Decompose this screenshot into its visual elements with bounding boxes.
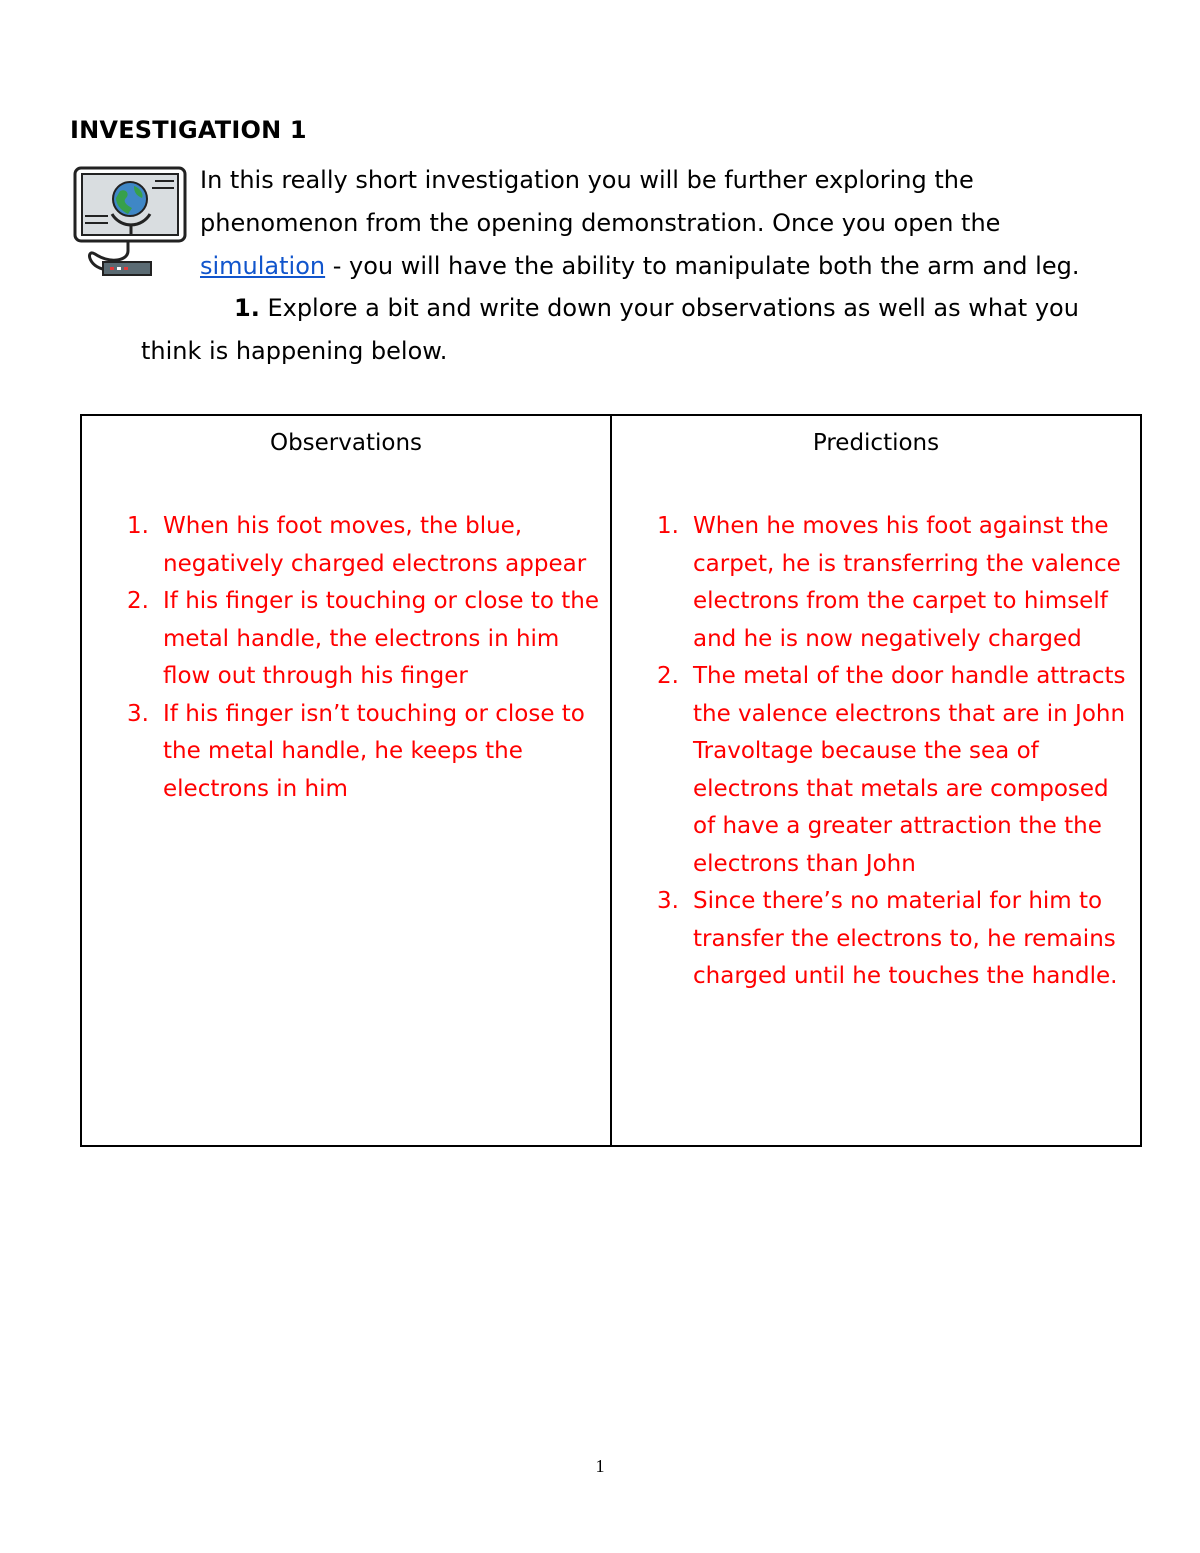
list-item [82, 696, 600, 809]
question-1 [141, 287, 1151, 373]
predictions-list [612, 466, 1140, 996]
list-item [612, 508, 1130, 658]
simulation-link[interactable]: simulation [200, 252, 326, 280]
list-text: When he moves his foot against the carpet, he is transferring the valence electrons from the carpet to himself and he is now negatively charged [693, 513, 1121, 652]
observations-cell[interactable] [81, 415, 611, 1146]
list-item [612, 658, 1130, 883]
list-text: If his finger isn’t touching or close to the metal handle, he keeps the electrons in him [163, 700, 585, 802]
list-number: 3. [127, 700, 149, 727]
list-item [82, 508, 600, 583]
question-line [141, 287, 1151, 330]
predictions-header: Predictions [812, 430, 940, 456]
observations-list [82, 466, 610, 808]
page-title: INVESTIGATION 1 [70, 116, 307, 144]
list-item [612, 883, 1130, 996]
list-number: 2. [657, 663, 679, 689]
question-line: think is happening below. [141, 337, 448, 365]
list-number: 1. [127, 513, 149, 539]
question-number: 1. [234, 294, 260, 322]
list-number: 3. [657, 888, 679, 914]
list-item [82, 583, 600, 696]
list-number: 2. [127, 588, 149, 614]
list-number: 1. [657, 513, 679, 539]
computer-globe-icon [70, 164, 190, 282]
intro-line [200, 245, 1160, 288]
intro-line-rest: - you will have the ability to manipulate both the arm and leg. [325, 252, 1080, 280]
intro-paragraph [200, 159, 1160, 288]
intro-line: In this really short investigation you will be further exploring the [200, 166, 974, 194]
list-text: If his finger is touching or close to the metal handle, the electrons in him flow out through his finger [163, 588, 600, 689]
list-text: Since there’s no material for him to transfer the electrons to, he remains charged until he touches the handle. [693, 888, 1118, 989]
intro-line: phenomenon from the opening demonstration. Once you open the [200, 209, 1001, 237]
observations-predictions-table [80, 414, 1142, 1147]
question-text: Explore a bit and write down your observations as well as what you [259, 294, 1079, 322]
list-text: The metal of the door handle attracts the valence electrons that are in John Travoltage because the sea of electrons that metals are composed of have a greater attraction the the electrons than John [693, 663, 1126, 877]
page-number: 1 [595, 1456, 605, 1476]
list-text: When his foot moves, the blue, negatively charged electrons appear [163, 513, 587, 577]
predictions-cell[interactable] [611, 415, 1141, 1146]
observations-header: Observations [269, 430, 423, 456]
